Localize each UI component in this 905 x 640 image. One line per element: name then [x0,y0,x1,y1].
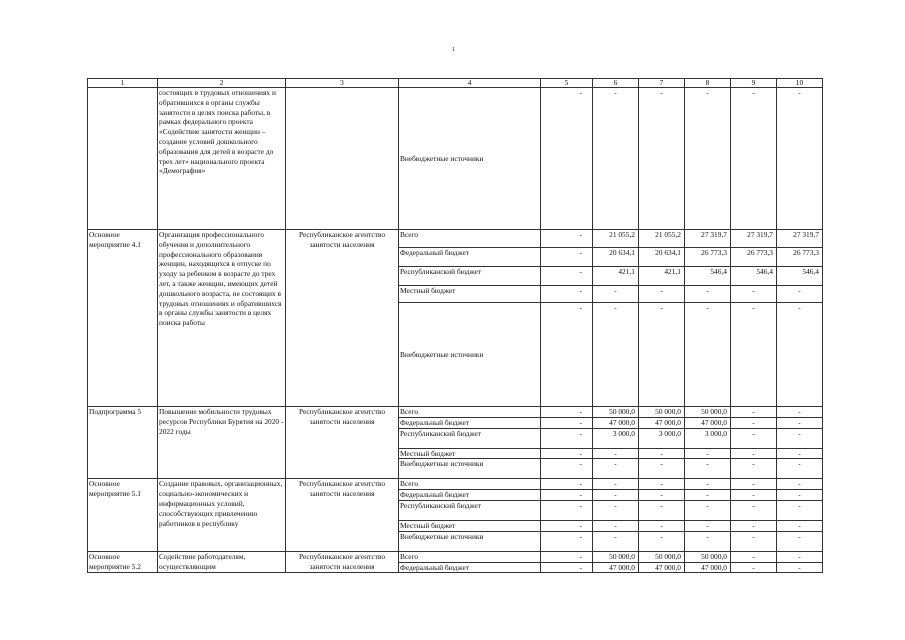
value-cell: - [593,303,639,407]
value-cell: - [593,448,639,459]
value-cell: 50 000,0 [685,551,731,562]
table-row [88,479,823,490]
value-cell: - [731,407,777,418]
executor-cell: Республиканское агентство занятости населения [286,407,399,479]
value-cell: - [731,303,777,407]
value-cell: - [777,490,823,501]
value-cell: - [777,88,823,230]
source-label: Федеральный бюджет [399,490,541,501]
source-label: Внебюджетные источники [399,88,541,230]
value-cell: - [541,407,593,418]
value-cell: 50 000,0 [685,407,731,418]
table-row [88,407,823,418]
value-cell: - [777,520,823,531]
source-label: Республиканский бюджет [399,428,541,448]
value-cell: 20 634,1 [639,248,685,267]
measure-code: Подпрограмма 5 [88,407,158,479]
value-cell: - [541,562,593,573]
value-cell: - [731,490,777,501]
value-cell: - [541,500,593,520]
value-cell: - [777,562,823,573]
source-label: Местный бюджет [399,286,541,303]
value-cell: 47 000,0 [639,417,685,428]
value-cell: - [541,230,593,248]
source-label: Республиканский бюджет [399,267,541,286]
value-cell: - [731,459,777,479]
value-cell: - [777,407,823,418]
source-label: Всего [399,407,541,418]
value-cell: - [541,459,593,479]
value-cell: - [731,286,777,303]
value-cell: 27 319,7 [777,230,823,248]
value-cell: - [731,520,777,531]
col-header: 1 [88,79,158,88]
value-cell: - [685,520,731,531]
value-cell: 3 000,0 [685,428,731,448]
measure-name: Содействие работодателям, осуществляющим [158,551,286,573]
col-header: 9 [731,79,777,88]
value-cell: - [731,500,777,520]
value-cell: - [685,479,731,490]
measure-name: Создание правовых, организационных, социально-экономических и информационных условий, способствующих привлечению работников в республику [158,479,286,551]
value-cell: - [541,267,593,286]
measure-name: Организация профессионального обучения и дополнительного профессионального образования женщин, находящихся в отпуске по уходу за ребенком в возрасте до трех лет, а также женщин, имеющих детей дошкольного возраста, не состоящих в трудовых отношениях и обратившихся в органы службы занятости в целях поиска работы [158,230,286,407]
value-cell: - [541,286,593,303]
measure-code: Основное мероприятие 5.1 [88,479,158,551]
value-cell: - [777,303,823,407]
value-cell: - [685,448,731,459]
source-label: Федеральный бюджет [399,248,541,267]
value-cell: 21 055,2 [593,230,639,248]
executor-cell [286,88,399,230]
value-cell: - [541,531,593,551]
value-cell: - [541,428,593,448]
value-cell: - [639,500,685,520]
value-cell: - [593,479,639,490]
value-cell: - [593,490,639,501]
value-cell: - [639,531,685,551]
value-cell: 47 000,0 [639,562,685,573]
value-cell: - [777,428,823,448]
value-cell: 20 634,1 [593,248,639,267]
value-cell: - [593,500,639,520]
value-cell: - [777,531,823,551]
value-cell: - [593,88,639,230]
value-cell: 546,4 [731,267,777,286]
value-cell: 3 000,0 [639,428,685,448]
value-cell: - [731,531,777,551]
value-cell: - [777,286,823,303]
value-cell: 21 055,2 [639,230,685,248]
measure-code: Основное мероприятие 4.1 [88,230,158,407]
value-cell: 27 319,7 [731,230,777,248]
value-cell: - [593,531,639,551]
value-cell: - [685,286,731,303]
value-cell: 26 773,3 [731,248,777,267]
executor-cell: Республиканское агентство занятости населения [286,479,399,551]
value-cell: - [777,459,823,479]
value-cell: - [639,520,685,531]
value-cell: - [685,531,731,551]
value-cell: - [777,417,823,428]
measure-code: Основное мероприятие 5.2 [88,551,158,573]
measure-name: состоящих в трудовых отношениях и обратившихся в органы службы занятости в целях поиска работы, в рамках федерального проекта «Содействие занятости женщин – создание условий дошкольного образования для детей в возрасте до трех лет» национального проекта «Демография» [158,88,286,230]
value-cell: - [541,551,593,562]
col-header: 8 [685,79,731,88]
value-cell: 421,1 [593,267,639,286]
value-cell: 26 773,3 [685,248,731,267]
value-cell: - [685,490,731,501]
value-cell: - [541,303,593,407]
value-cell: - [685,459,731,479]
source-label: Местный бюджет [399,520,541,531]
value-cell: - [731,562,777,573]
col-header: 4 [399,79,541,88]
source-label: Внебюджетные источники [399,531,541,551]
value-cell: - [639,479,685,490]
page-number: 1 [452,47,455,53]
measure-name: Повышение мобильности трудовых ресурсов Республики Бурятия на 2020 - 2022 годы [158,407,286,479]
source-label: Местный бюджет [399,448,541,459]
value-cell: - [685,500,731,520]
value-cell: - [639,303,685,407]
table-row [88,551,823,562]
value-cell: 3 000,0 [593,428,639,448]
value-cell: 26 773,3 [777,248,823,267]
value-cell: - [541,448,593,459]
value-cell: - [777,500,823,520]
value-cell: 47 000,0 [685,562,731,573]
value-cell: - [731,428,777,448]
source-label: Федеральный бюджет [399,417,541,428]
value-cell: - [639,459,685,479]
value-cell: 421,1 [639,267,685,286]
value-cell: - [639,448,685,459]
table-row [88,88,823,230]
value-cell: - [731,417,777,428]
value-cell: 47 000,0 [685,417,731,428]
value-cell: - [541,417,593,428]
source-label: Внебюджетные источники [399,303,541,407]
col-header: 5 [541,79,593,88]
value-cell: - [777,551,823,562]
value-cell: - [541,88,593,230]
value-cell: - [731,448,777,459]
value-cell: - [593,520,639,531]
value-cell: 50 000,0 [639,407,685,418]
col-header: 6 [593,79,639,88]
value-cell: 27 319,7 [685,230,731,248]
value-cell: - [777,448,823,459]
source-label: Всего [399,551,541,562]
source-label: Внебюджетные источники [399,459,541,479]
value-cell: - [731,551,777,562]
value-cell: - [777,479,823,490]
value-cell: - [685,303,731,407]
col-header: 10 [777,79,823,88]
col-header: 2 [158,79,286,88]
source-label: Всего [399,479,541,490]
value-cell: - [731,479,777,490]
value-cell: 47 000,0 [593,562,639,573]
value-cell: - [639,88,685,230]
value-cell: - [731,88,777,230]
value-cell: 47 000,0 [593,417,639,428]
value-cell: 50 000,0 [639,551,685,562]
table-row [88,230,823,248]
value-cell: - [541,490,593,501]
value-cell: 50 000,0 [593,551,639,562]
value-cell: - [593,286,639,303]
value-cell: - [685,88,731,230]
code-cell [88,88,158,230]
executor-cell: Республиканское агентство занятости населения [286,551,399,573]
value-cell: - [593,459,639,479]
value-cell: - [639,490,685,501]
value-cell: - [541,520,593,531]
column-number-row [88,79,823,88]
value-cell: - [639,286,685,303]
value-cell: 546,4 [777,267,823,286]
col-header: 7 [639,79,685,88]
value-cell: - [541,248,593,267]
executor-cell: Республиканское агентство занятости населения [286,230,399,407]
source-label: Республиканский бюджет [399,500,541,520]
value-cell: 50 000,0 [593,407,639,418]
source-label: Всего [399,230,541,248]
value-cell: 546,4 [685,267,731,286]
budget-table [87,78,823,573]
value-cell: - [541,479,593,490]
source-label: Федеральный бюджет [399,562,541,573]
col-header: 3 [286,79,399,88]
